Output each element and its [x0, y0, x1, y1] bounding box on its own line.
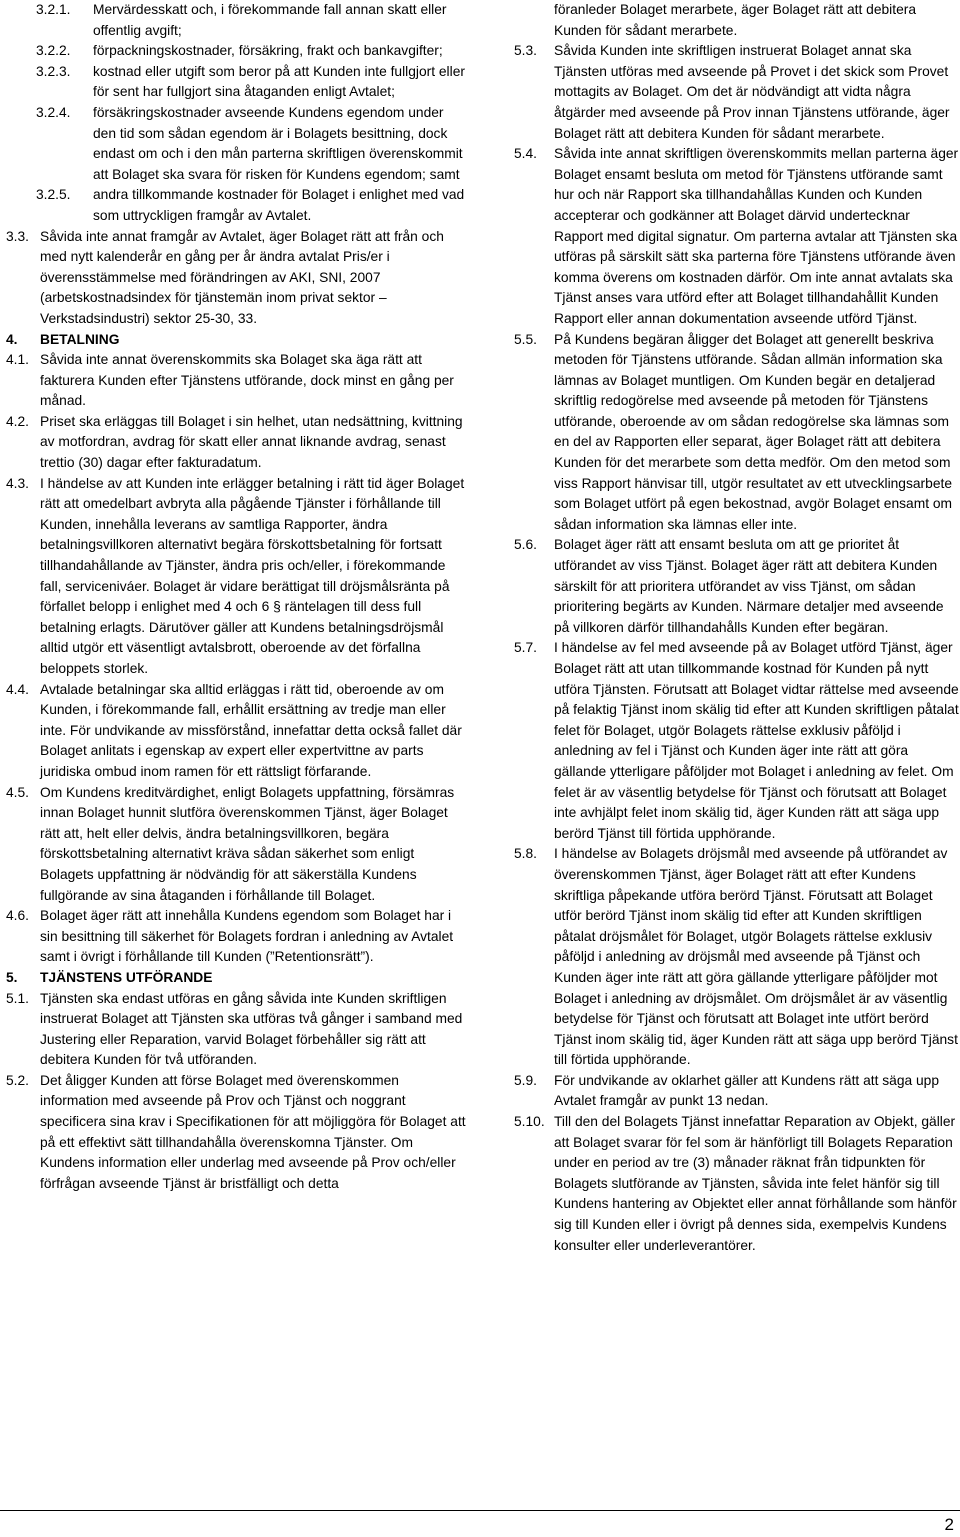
clause-text: Såvida inte annat skriftligen överenskommits mellan parterna äger Bolaget ensamt besluta om metod för Tjänstens utförande samt hur och när Rapport ska tillhandahållas Kunden och Kunden accepterar och godkänner att Bolaget därvid undertecknar Rapport med digital signatur. Om parterna avtalar att Tjänsten ska utföras på särskilt sätt ska parterna före Tjänstens utförande även komma överens om kostnaden därför. Om inte annat avtalats ska Tjänst anses vara utförd efter att Bolaget tillhandahållit Kunden Rapport eller annan dokumentation avseende utförd Tjänst. — [554, 146, 959, 326]
clause-text: Till den del Bolagets Tjänst innefattar Reparation av Objekt, gäller att Bolaget svarar för fel som är hänförligt till Bolagets Reparation under en period av tre (3) månader räknat från tidpunkten för Bolagets slutförande av Tjänsten, såvida inte felet hänför sig till Kundens hantering av Objektet eller annat förhållande som hänför sig till Kunden eller i övrigt på dennes sida, exempelvis Kundens konsulter eller underleverantörer. — [554, 1114, 957, 1253]
clause — [514, 41, 960, 144]
clause-number: 5.5. — [514, 331, 538, 347]
clause-number: 5.9. — [514, 1072, 538, 1088]
clause-number: 3.3. — [6, 228, 30, 244]
clause — [0, 350, 470, 412]
clause-text: BETALNING — [40, 331, 120, 347]
clause-number: 5.3. — [514, 43, 538, 59]
clause — [514, 535, 960, 638]
clause — [0, 1071, 470, 1195]
clause-text: Såvida Kunden inte skriftligen instruerat Bolaget annat ska Tjänsten utföras med avseende på Provet i det skick som Provet mottagits av Bolaget. Om det är nödvändigt att vidta några åtgärder med avseende på Prov innan Tjänstens utförande, äger Bolaget rätt att debitera Kunden för sådant merarbete. — [554, 43, 950, 141]
clause-number: 3.2.5. — [36, 187, 71, 203]
clause-text: andra tillkommande kostnader för Bolaget i enlighet med vad som uttryckligen framgår av Avtalet. — [93, 187, 465, 223]
clause-text: I händelse av Bolagets dröjsmål med avseende på utförandet av överenskommen Tjänst, äger Bolaget rätt att efter Kundens skriftliga påpekande utföra berörd Tjänst. Förutsatt att Bolaget utför berörd Tjänst inom skälig tid efter att Kunden skriftligen påtalat dröjsmålet för Bolaget, utgör Bolagets rättelse exklusiv påföljd i anledning av dröjsmål med avseende på Tjänst och Kunden äger inte rätt att göra gällande ytterligare påföljder mot Bolaget i anledning av dröjsmålet. Om dröjsmålet är av väsentlig betydelse för Tjänst och förutsatt att Bolaget inte utfört berörd Tjänst inom skälig tid, äger Kunden rätt att säga upp berörd Tjänst till förtida upphörande. — [554, 846, 958, 1068]
section-heading — [0, 968, 470, 989]
clause-number: 3.2.1. — [36, 2, 71, 17]
clause-text: I händelse av att Kunden inte erlägger betalning i rätt tid äger Bolaget rätt att omedelbart avbryta alla pågående Tjänster i förhållande till Kunden, innehålla leverans av samtliga Rapporter, ändra betalningsvillkoren alternativt begära förskottsbetalning för fortsatt tillhandahållande av Tjänster, ändra pris och/eller, i förekommande fall, serviceniváer. Bolaget är vidare berättigat till dröjsmålsränta på förfallet belopp i enlighet med 4 och 6 § räntelagen till dess full betalning erlagts. Därutöver gäller att Kundens betalningsdröjsmål alltid utgör ett väsentligt avtalsbrott, oberoende av det förfallna beloppets storlek. — [40, 475, 465, 676]
footer-divider — [0, 1510, 960, 1511]
clause-number: 4.4. — [6, 681, 30, 697]
section-heading — [0, 330, 470, 351]
clause — [514, 1112, 960, 1256]
clause — [514, 1071, 960, 1112]
clause — [0, 680, 470, 783]
clause-text: förpackningskostnader, försäkring, frakt och bankavgifter; — [93, 43, 443, 59]
right-column — [514, 0, 960, 1256]
clause — [514, 844, 960, 1071]
clause — [0, 103, 470, 185]
clause-number: 3.2.3. — [36, 63, 71, 79]
page-number: 2 — [944, 1515, 954, 1534]
clause-text: kostnad eller utgift som beror på att Kunden inte fullgjort eller för sent har fullgjort sina åtaganden enligt Avtalet; — [93, 63, 465, 100]
clause — [0, 0, 470, 41]
clause — [514, 144, 960, 329]
clause — [0, 62, 470, 103]
clause-text: Såvida inte annat överenskommits ska Bolaget ska äga rätt att fakturera Kunden efter Tjänstens utförande, dock minst en gång per månad. — [40, 352, 454, 409]
clause-number: 4.1. — [6, 352, 30, 368]
clause-text: Priset ska erläggas till Bolaget i sin helhet, utan nedsättning, kvittning av motfordran, avdrag för skatt eller annat liknande avdrag, senast trettio (30) dagar efter fakturadatum. — [40, 413, 463, 471]
clause — [514, 330, 960, 536]
clause — [0, 185, 470, 226]
clause-text: Bolaget äger rätt att innehålla Kundens egendom som Bolaget har i sin besittning till säkerhet för Bolagets fordran i anledning av Avtalet samt i övrigt i förhållande till Kunden (”Retentionsrätt”). — [40, 908, 454, 965]
clause-number: 3.2.4. — [36, 104, 71, 120]
clause-text: Avtalade betalningar ska alltid erläggas i rätt tid, oberoende av om Kunden, i förekommande fall, erhållit ersättning av tredje man eller inte. För undvikande av missförstånd, innefattar detta också fallet där Bolaget anlitats i egenskap av expert eller expertvittne av parts juridiska ombud inom ramen för ett rättsligt förfarande. — [40, 681, 462, 779]
clause-text: I händelse av fel med avseende på av Bolaget utförd Tjänst, äger Bolaget rätt att utan tillkommande kostnad för Kunden på nytt utföra Tjänsten. Förutsatt att Bolaget vidtar rättelse med avseende på felaktig Tjänst inom skälig tid efter att Kunden skriftligen påtalat felet för Bolaget, utgör Bolagets rättelse exklusiv påföljd i anledning av fel i Tjänst och Kunden äger inte rätt att göra gällande ytterligare påföljder mot Bolaget i anledning av felet. Om felet är av väsentlig betydelse för Tjänst och förutsatt att Bolaget inte avhjälpt felet inom skälig tid, äger Kunden rätt att säga upp berörd Tjänst till förtida upphörande. — [554, 640, 959, 841]
clause — [0, 906, 470, 968]
clause-text: På Kundens begäran åligger det Bolaget att generellt beskriva metoden för Tjänstens utförande. Sådan allmän information ska lämnas av Bolaget muntligen. Om Kunden begär en detaljerad skriftlig redogörelse med avseende på metoden för Tjänstens utförande, oberoende av om sådan redogörelse ska lämnas som en del av Rapporten eller separat, äger Bolaget rätt att debitera Kunden för det merarbete som detta medför. Om den metod som viss Rapport hänvisar till, utgör resultatet av ett utvecklingsarbete som Bolaget utfört på egen bekostnad, avgör Bolaget ensamt om sådan information ska lämnas eller inte. — [554, 331, 953, 532]
clause-number: 3.2.2. — [36, 43, 71, 59]
clause-text: Om Kundens kreditvärdighet, enligt Bolagets uppfattning, försämras innan Bolaget hunnit slutföra överenskommen Tjänst, äger Bolaget rätt att, helt eller delvis, ändra betalningsvillkoren, begära förskottsbetalning alternativt kräva sådan säkerhet som enligt Bolagets uppfattning är nödvändig för att säkerställa Kundens fullgörande av sina åtaganden i förhållande till Bolaget. — [40, 784, 455, 903]
clause-text: föranleder Bolaget merarbete, äger Bolaget rätt att debitera Kunden för sådant merarbete. — [554, 2, 917, 38]
clause-text: För undvikande av oklarhet gäller att Kundens rätt att säga upp Avtalet framgår av punkt 13 nedan. — [554, 1072, 940, 1109]
left-column — [0, 0, 470, 1194]
clause-number: 5.1. — [6, 990, 30, 1006]
clause-number: 5.2. — [6, 1072, 30, 1088]
clause-number: 5.4. — [514, 146, 538, 162]
clause — [0, 474, 470, 680]
clause-text: Det åligger Kunden att förse Bolaget med överenskommen information med avseende på Prov och Tjänst och noggrant specificera sina krav i Specifikationen för att möjliggöra för Bolaget att på ett effektivt sätt tillhandahålla överenskomna Tjänster. Om Kundens information eller underlag med avseende på Prov och/eller förfrågan avseende Tjänst är bristfälligt och detta — [40, 1072, 466, 1191]
clause — [0, 41, 470, 62]
clause-number: 5.8. — [514, 846, 538, 862]
clause-text: försäkringskostnader avseende Kundens egendom under den tid som sådan egendom är i Bolagets besittning, dock endast om och i den mån parterna skriftligen överenskommit att Bolaget ska svara för risken för Kundens egendom; samt — [93, 104, 463, 182]
clause — [0, 783, 470, 907]
clause — [514, 638, 960, 844]
clause — [0, 989, 470, 1071]
clause-number: 4. — [6, 331, 18, 347]
clause — [514, 0, 960, 41]
clause-number: 4.3. — [6, 475, 30, 491]
clause-number: 5. — [6, 969, 18, 985]
clause — [0, 412, 470, 474]
clause-text: Mervärdesskatt och, i förekommande fall annan skatt eller offentlig avgift; — [93, 2, 447, 38]
clause-number: 4.6. — [6, 908, 30, 924]
clause — [0, 227, 470, 330]
clause-number: 5.10. — [514, 1114, 545, 1130]
clause-text: TJÄNSTENS UTFÖRANDE — [40, 969, 213, 985]
clause-number: 4.2. — [6, 413, 30, 429]
clause-text: Tjänsten ska endast utföras en gång såvida inte Kunden skriftligen instruerat Bolaget att Tjänsten ska utföras två gånger i samband med Justering eller Reparation, varvid Bolaget förbehåller sig rätt att debitera Kunden för två utföranden. — [40, 990, 463, 1068]
clause-number: 5.7. — [514, 640, 538, 656]
clause-number: 5.6. — [514, 537, 538, 553]
clause-text: Såvida inte annat framgår av Avtalet, äger Bolaget rätt att från och med nytt kalenderår en gång per år ändra avtalat Pris/er i överensstämmelse med förändringen av AKI, SNI, 2007 (arbetskostnadsindex för tjänstemän inom privat sektor – Verkstadsindustri) sektor 25-30, 33. — [40, 228, 444, 326]
clause-text: Bolaget äger rätt att ensamt besluta om att ge prioritet åt utförandet av viss Tjänst. Bolaget äger rätt att debitera Kunden särskilt för att prioritera utförandet av viss Tjänst, om sådan prioritering begärts av Kunden. Närmare detaljer med avseende på villkoren därför tillhandahålls Kunden efter begäran. — [554, 537, 944, 635]
clause-number: 4.5. — [6, 784, 30, 800]
